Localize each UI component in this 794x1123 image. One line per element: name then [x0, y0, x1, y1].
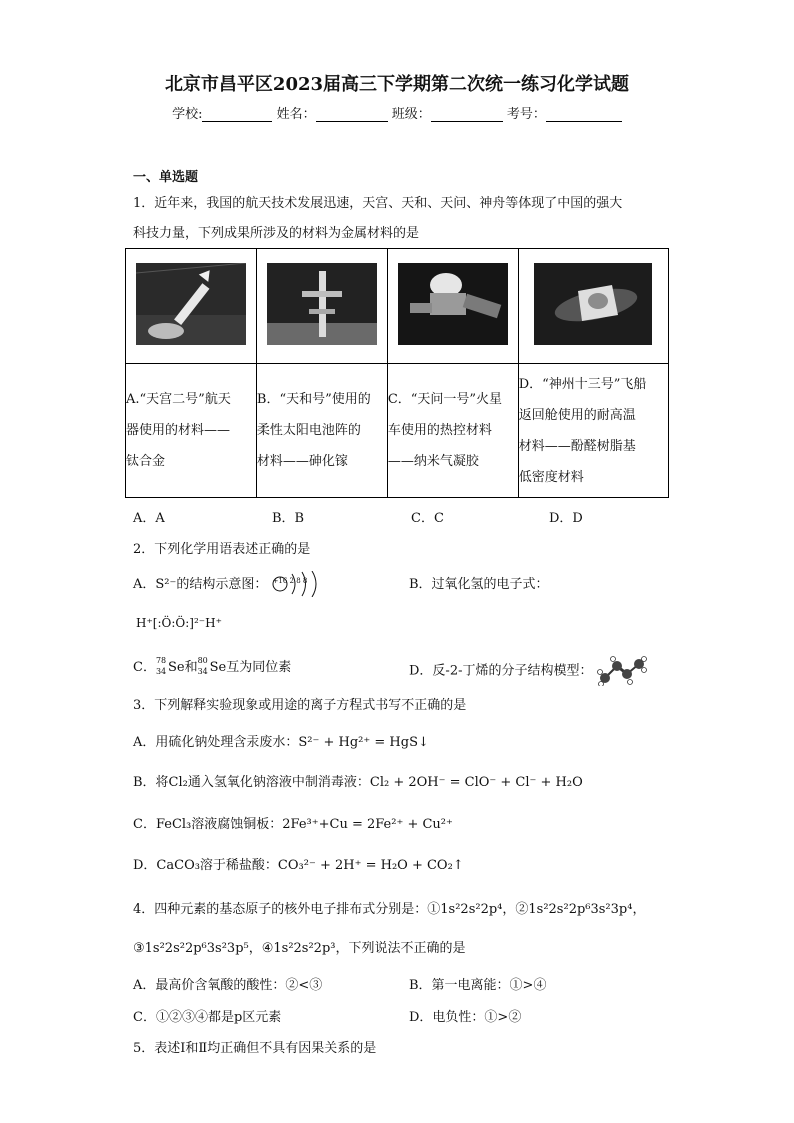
q2-option-c-suffix: 互为同位素	[226, 660, 292, 675]
q1-cell-b-line: 材料——砷化镓	[256, 454, 348, 469]
q3-option-b[interactable]: B．将Cl₂通入氢氧化钠溶液中制消毒液：Cl₂ + 2OH⁻ = ClO⁻ + Cl⁻ + H₂O	[133, 775, 583, 790]
page-title: 北京市昌平区2023届高三下学期第二次统一练习化学试题	[164, 74, 630, 95]
isotope1-symbol: Se	[167, 660, 185, 675]
q2-option-b[interactable]: B．过氧化氢的电子式：	[409, 577, 549, 592]
butene-model-icon	[597, 656, 647, 686]
q1-cell-a-line: 钛合金	[126, 454, 166, 469]
q3-option-a[interactable]: A．用硫化钠处理含汞废水：S²⁻ + Hg²⁺ = HgS↓	[133, 735, 429, 750]
section-title: 一、单选题	[133, 170, 199, 185]
q1-choice-d[interactable]: D．D	[549, 511, 583, 526]
name-label: 姓名：	[276, 107, 316, 122]
q2-option-c-and: 和	[184, 660, 198, 675]
isotope2-number: 34	[197, 666, 208, 676]
q1-choice-a[interactable]: A．A	[133, 511, 165, 526]
q2-option-d-text: D．反-2-丁烯的分子结构模型：	[409, 663, 593, 679]
school-label: 学校:	[172, 107, 203, 122]
q4-option-c[interactable]: C．①②③④都是p区元素	[133, 1010, 282, 1025]
q2-option-d[interactable]	[409, 656, 647, 686]
q1-cell-a-line: A.“天宫二号”航天	[126, 392, 231, 407]
q1-image-cell-a	[126, 249, 257, 364]
mars-rover-photo	[398, 263, 508, 345]
q1-cell-b-line: B．“天和号”使用的	[256, 392, 371, 407]
q1-cell-c-line: 车使用的热控材料	[387, 423, 492, 438]
q2-option-a[interactable]	[133, 573, 324, 595]
q1-options-table	[125, 248, 669, 498]
q1-stem-line2: 科技力量，下列成果所涉及的材料为金属材料的是	[133, 226, 420, 241]
sulfide-structure-diagram	[272, 575, 324, 595]
student-info-line	[0, 103, 794, 122]
q4-option-b[interactable]: B．第一电离能：①>④	[409, 978, 547, 993]
q2-option-c-prefix: C．	[133, 660, 156, 675]
q1-choice-c[interactable]: C．C	[411, 511, 444, 526]
q1-cell-d-line: 低密度材料	[518, 469, 584, 485]
q1-option-d-cell	[518, 364, 668, 498]
q2-option-a-text: A．S²⁻的结构示意图：	[133, 577, 268, 592]
q1-cell-d-line: D．“神州十三号”飞船	[518, 376, 647, 392]
q1-cell-d-line: 返回舱使用的耐高温	[518, 407, 636, 423]
isotope1-indices	[155, 655, 168, 677]
q1-image-cell-d	[518, 249, 668, 364]
q1-stem-line1: 1．近年来，我国的航天技术发展迅速，天宫、天和、天问、神舟等体现了中国的强大	[133, 196, 623, 211]
q1-choice-b[interactable]: B．B	[272, 511, 305, 526]
q2-option-c[interactable]	[133, 656, 291, 677]
isotope1-number: 34	[155, 666, 167, 676]
q1-cell-d-line: 材料——酚醛树脂基	[518, 438, 636, 454]
isotope1-mass: 78	[155, 655, 167, 665]
q1-option-c-cell	[387, 364, 518, 498]
q2-stem: 2．下列化学用语表述正确的是	[133, 542, 311, 557]
q1-cell-c-line: ——纳米气凝胶	[387, 454, 479, 469]
q1-image-cell-b	[256, 249, 387, 364]
q4-stem-line1: 4．四种元素的基态原子的核外电子排布式分别是：①1s²2s²2p⁴，②1s²2s²2p⁶3s²3p⁴，	[133, 902, 646, 917]
isotope2-mass: 80	[197, 655, 208, 665]
return-capsule-photo	[534, 263, 652, 345]
q4-stem-line2: ③1s²2s²2p⁶3s²3p⁵，④1s²2s²2p³，下列说法不正确的是	[133, 941, 466, 956]
q1-image-cell-c	[387, 249, 518, 364]
q3-stem: 3．下列解释实验现象或用途的离子方程式书写不正确的是	[133, 698, 467, 713]
isotope2-indices	[197, 655, 210, 677]
q5-stem: 5．表述Ⅰ和Ⅱ均正确但不具有因果关系的是	[133, 1041, 377, 1056]
q1-option-a-cell	[126, 364, 257, 498]
class-label: 班级：	[391, 107, 431, 122]
q2-option-b-formula: H⁺[:Ö:Ö:]²⁻H⁺	[136, 616, 222, 630]
q1-cell-a-line: 器使用的材料——	[126, 423, 231, 438]
q4-option-d[interactable]: D．电负性：①>②	[409, 1010, 522, 1025]
name-blank[interactable]	[316, 107, 388, 122]
rocket-photo	[136, 263, 246, 345]
school-blank[interactable]	[202, 107, 272, 122]
q3-option-c[interactable]: C．FeCl₃溶液腐蚀铜板：2Fe³⁺+Cu = 2Fe²⁺ + Cu²⁺	[133, 817, 453, 832]
q1-cell-b-line: 柔性太阳电池阵的	[256, 423, 361, 438]
q4-option-a[interactable]: A．最高价含氧酸的酸性：②<③	[133, 978, 323, 993]
exam-no-label: 考号：	[506, 107, 546, 122]
q1-option-b-cell	[256, 364, 387, 498]
q1-cell-c-line: C．“天问一号”火星	[387, 392, 503, 407]
isotope2-symbol: Se	[209, 660, 227, 675]
q3-option-d[interactable]: D．CaCO₃溶于稀盐酸：CO₃²⁻ + 2H⁺ = H₂O + CO₂↑	[133, 858, 464, 873]
sulfide-structure-label: +16 2 8 8	[272, 576, 308, 585]
space-station-photo	[267, 263, 377, 345]
class-blank[interactable]	[431, 107, 503, 122]
exam-no-blank[interactable]	[546, 107, 622, 122]
